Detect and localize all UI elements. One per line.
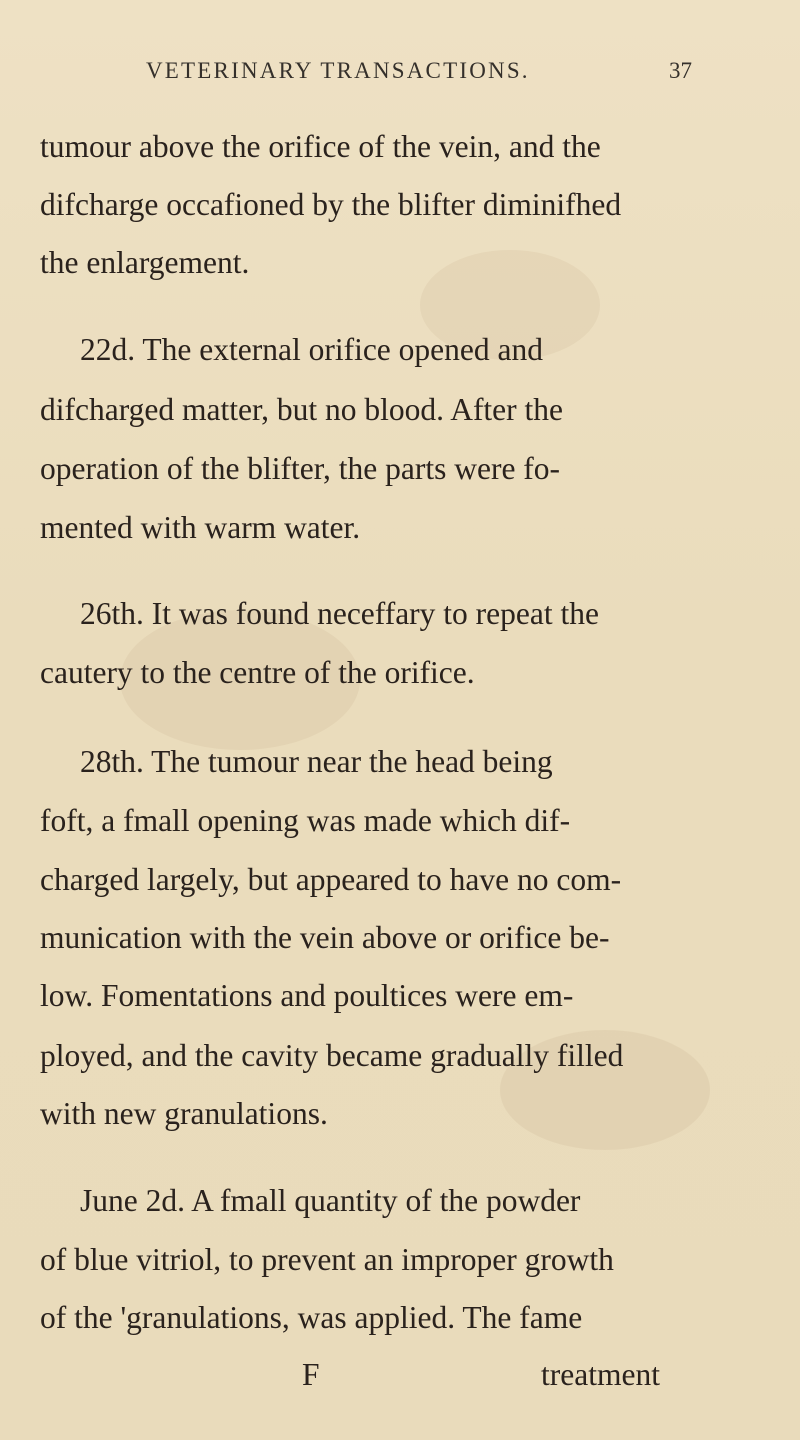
text-line: charged largely, but appeared to have no com- — [40, 862, 622, 897]
paragraph-start-line: 28th. The tumour near the head being — [80, 744, 553, 779]
paragraph-start-line: 26th. It was found neceffary to repeat the — [80, 596, 599, 631]
text-line: of blue vitriol, to prevent an improper growth — [40, 1242, 614, 1277]
text-line: tumour above the orifice of the vein, and the — [40, 129, 601, 164]
text-line: difcharged matter, but no blood. After the — [40, 392, 564, 427]
text-line: with new granulations. — [40, 1096, 328, 1131]
running-title: VETERINARY TRANSACTIONS. — [146, 58, 530, 83]
text-line: cautery to the centre of the orifice. — [40, 655, 475, 690]
text-line: ployed, and the cavity became gradually filled — [40, 1038, 624, 1073]
signature-mark: F — [302, 1357, 320, 1392]
text-line: of the 'granulations, was applied. The fame — [40, 1300, 583, 1335]
running-head — [146, 58, 746, 98]
text-line: mented with warm water. — [40, 510, 361, 545]
catchword: treatment — [541, 1357, 660, 1392]
paragraph-start-line: June 2d. A fmall quantity of the powder — [80, 1183, 581, 1218]
text-line: munication with the vein above or orifice be- — [40, 920, 610, 955]
text-line: difcharge occafioned by the blifter diminifhed — [40, 187, 622, 222]
paragraph-start-line: 22d. The external orifice opened and — [80, 332, 543, 367]
page-number: 37 — [669, 58, 692, 83]
text-line: operation of the blifter, the parts were fo- — [40, 451, 561, 486]
text-line: foft, a fmall opening was made which dif- — [40, 803, 571, 838]
text-line: the enlargement. — [40, 245, 250, 280]
text-line: low. Fomentations and poultices were em- — [40, 978, 574, 1013]
